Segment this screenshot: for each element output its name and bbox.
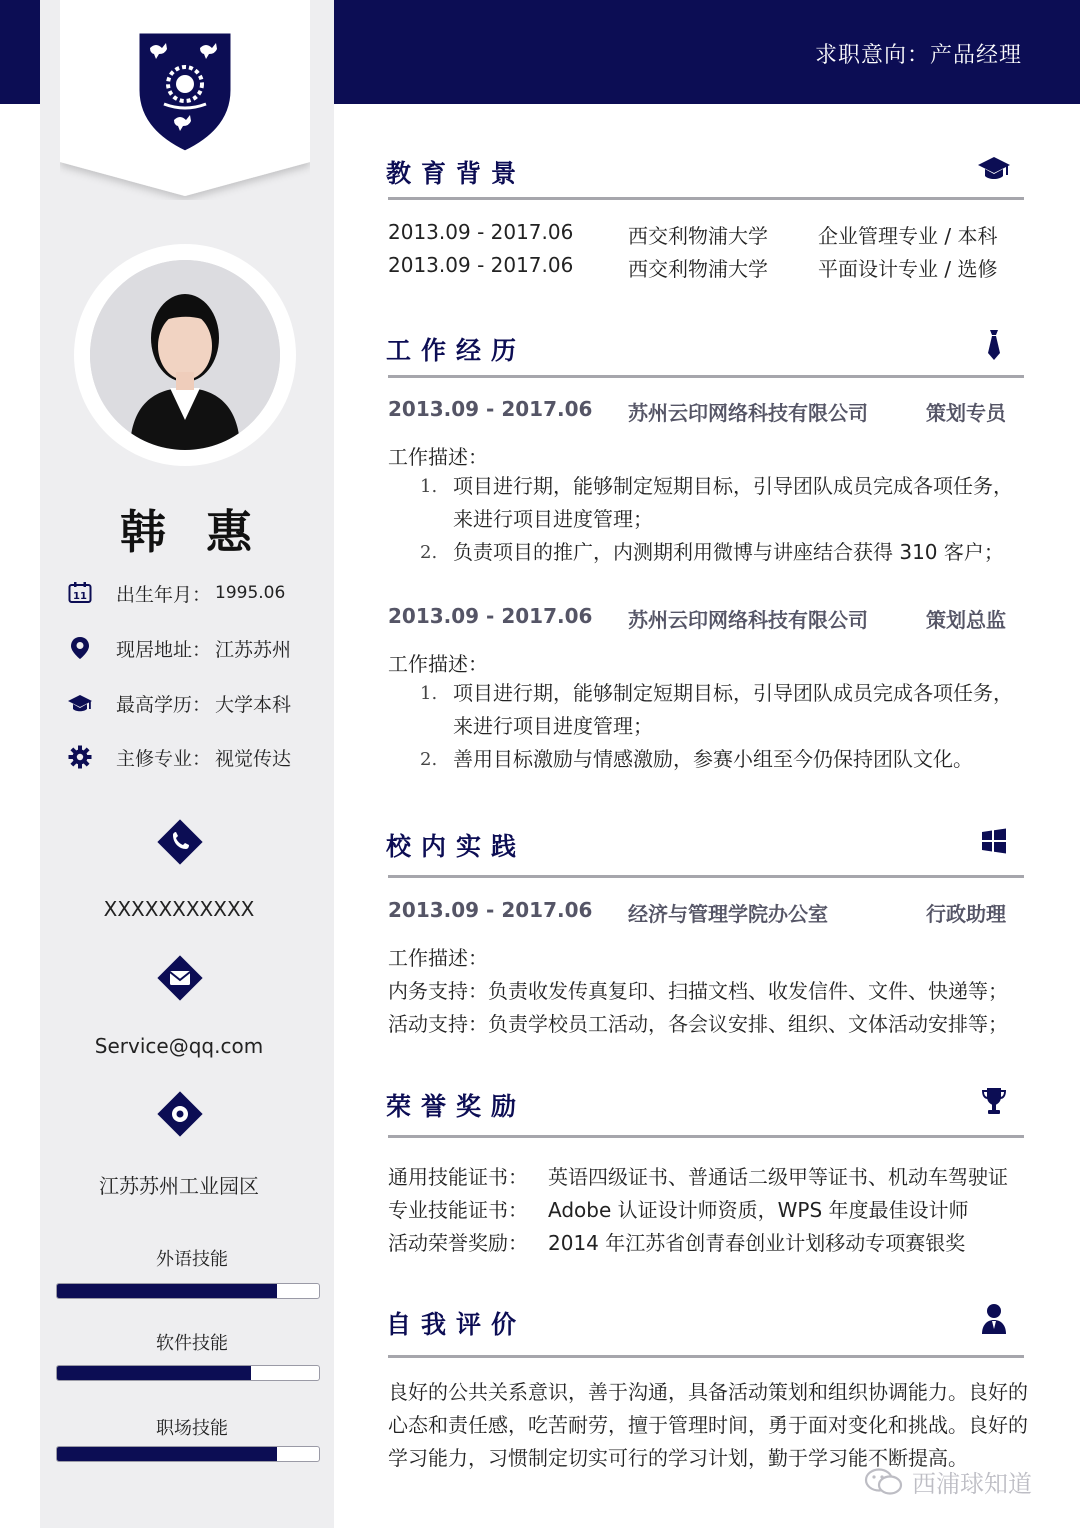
section-title-campus: 校内实践 — [386, 832, 527, 861]
person-name: 韩 惠 — [120, 505, 265, 559]
section-divider — [388, 875, 1024, 878]
award-value: 2014 年江苏省创青春创业计划移动专项赛银奖 — [548, 1231, 966, 1255]
campus-description-label: 工作描述： — [388, 946, 488, 970]
self-evaluation-text: 良好的公共关系意识，善于沟通，具备活动策划和组织协调能力。良好的心态和责任感，吃苦耐劳，擅于管理时间，勇于面对变化和挑战。良好的学习能力，习惯制定切实可行的学习计划，勤于学习能不断提高。 — [388, 1380, 1028, 1470]
avatar-frame — [74, 244, 296, 466]
info-value: 视觉传达 — [215, 747, 292, 770]
trophy-icon — [974, 1085, 1014, 1117]
info-value: 1995.06 — [215, 583, 286, 603]
skill-bar-workplace — [56, 1446, 320, 1462]
info-row-address — [66, 633, 291, 663]
section-title-self-evaluation: 自我评价 — [386, 1310, 527, 1339]
necktie-icon — [974, 329, 1014, 361]
list-item — [420, 677, 1020, 743]
list-item — [420, 743, 1020, 776]
campus-duty-line: 内务支持：负责收发传真复印、扫描文档、收发信件、文件、快递等； — [388, 979, 1008, 1003]
job-role: 策划总监 — [926, 608, 1006, 632]
award-value: Adobe 认证设计师资质，WPS 年度最佳设计师 — [548, 1198, 969, 1222]
campus-role: 行政助理 — [926, 902, 1006, 926]
section-title-education: 教育背景 — [386, 159, 527, 188]
info-label: 主修专业： — [116, 747, 212, 770]
info-label: 现居地址： — [116, 638, 212, 661]
campus-header — [388, 898, 1028, 928]
list-number: 2. — [420, 749, 438, 770]
email-address[interactable]: Service@qq.com — [94, 1034, 264, 1058]
section-divider — [388, 375, 1024, 378]
award-row — [388, 1227, 1028, 1257]
list-text: 负责项目的推广，内测期利用微博与讲座结合获得 310 客户； — [453, 540, 1004, 564]
badge-card — [60, 0, 310, 200]
university-crest-icon — [134, 28, 236, 154]
skill-bar-foreign-language — [56, 1283, 320, 1299]
education-row — [388, 253, 1028, 283]
svg-text:11: 11 — [73, 591, 87, 602]
avatar — [90, 260, 280, 450]
job-period: 2013.09 - 2017.06 — [388, 397, 593, 421]
info-label: 最高学历： — [116, 693, 212, 716]
user-icon — [974, 1303, 1014, 1335]
info-row-degree — [66, 688, 291, 718]
education-school: 西交利物浦大学 — [628, 257, 768, 281]
campus-org: 经济与管理学院办公室 — [628, 902, 828, 926]
section-title-work: 工作经历 — [386, 336, 527, 365]
education-major: 平面设计专业 / 选修 — [818, 257, 998, 281]
job-description-label: 工作描述： — [388, 445, 488, 469]
job-company: 苏州云印网络科技有限公司 — [628, 401, 868, 425]
list-text: 项目进行期，能够制定短期目标，引导团队成员完成各项任务，来进行项目进度管理； — [453, 681, 1013, 738]
award-row — [388, 1194, 1028, 1224]
graduation-cap-icon — [974, 152, 1014, 184]
skill-label: 软件技能 — [156, 1333, 228, 1354]
list-number: 1. — [420, 476, 438, 497]
watermark-text: 西浦球知道 — [912, 1470, 1032, 1498]
job-role: 策划专员 — [926, 401, 1006, 425]
education-school: 西交利物浦大学 — [628, 224, 768, 248]
skill-label: 职场技能 — [156, 1418, 228, 1439]
award-label: 通用技能证书： — [388, 1165, 528, 1189]
calendar-icon — [66, 580, 94, 606]
section-title-awards: 荣誉奖励 — [386, 1092, 527, 1121]
phone-number[interactable]: XXXXXXXXXXX — [103, 897, 255, 921]
list-item — [420, 536, 1020, 569]
info-label: 出生年月： — [116, 583, 212, 606]
location-pin-icon — [66, 635, 94, 661]
skill-bar-software — [56, 1365, 320, 1381]
job-description-label: 工作描述： — [388, 652, 488, 676]
skill-bar-fill — [57, 1284, 277, 1298]
watermark — [864, 1464, 1032, 1499]
home-address: 江苏苏州工业园区 — [99, 1174, 259, 1198]
award-row — [388, 1161, 1028, 1191]
email-icon — [154, 952, 206, 1004]
skill-bar-fill — [57, 1447, 277, 1461]
info-row-major — [66, 742, 291, 772]
wechat-icon — [864, 1467, 904, 1497]
list-item — [420, 470, 1020, 536]
education-period: 2013.09 - 2017.06 — [388, 253, 574, 277]
award-label: 专业技能证书： — [388, 1198, 528, 1222]
job-period: 2013.09 - 2017.06 — [388, 604, 593, 628]
graduation-cap-icon — [66, 690, 94, 716]
info-value: 大学本科 — [215, 693, 292, 716]
education-row — [388, 220, 1028, 250]
section-divider — [388, 1355, 1024, 1358]
job-header — [388, 604, 1028, 634]
award-value: 英语四级证书、普通话二级甲等证书、机动车驾驶证 — [548, 1165, 1008, 1189]
list-number: 2. — [420, 542, 438, 563]
windows-icon — [974, 825, 1014, 857]
skill-label: 外语技能 — [156, 1249, 228, 1270]
gear-icon — [66, 744, 94, 770]
education-major: 企业管理专业 / 本科 — [818, 224, 998, 248]
address-icon — [154, 1088, 206, 1140]
list-text: 善用目标激励与情感激励，参赛小组至今仍保持团队文化。 — [453, 747, 973, 771]
skill-bar-fill — [57, 1366, 251, 1380]
education-period: 2013.09 - 2017.06 — [388, 220, 574, 244]
job-company: 苏州云印网络科技有限公司 — [628, 608, 868, 632]
info-row-birth — [66, 578, 285, 608]
info-value: 江苏苏州 — [215, 638, 292, 661]
section-divider — [388, 1135, 1024, 1138]
section-divider — [388, 197, 1024, 200]
phone-icon — [154, 816, 206, 868]
award-label: 活动荣誉奖励： — [388, 1231, 528, 1255]
campus-duty-line: 活动支持：负责学校员工活动，各会议安排、组织、文体活动安排等； — [388, 1012, 1008, 1036]
job-header — [388, 397, 1028, 427]
list-text: 项目进行期，能够制定短期目标，引导团队成员完成各项任务，来进行项目进度管理； — [453, 474, 1013, 531]
job-intent: 求职意向：产品经理 — [814, 43, 1022, 68]
list-number: 1. — [420, 683, 438, 704]
campus-period: 2013.09 - 2017.06 — [388, 898, 593, 922]
